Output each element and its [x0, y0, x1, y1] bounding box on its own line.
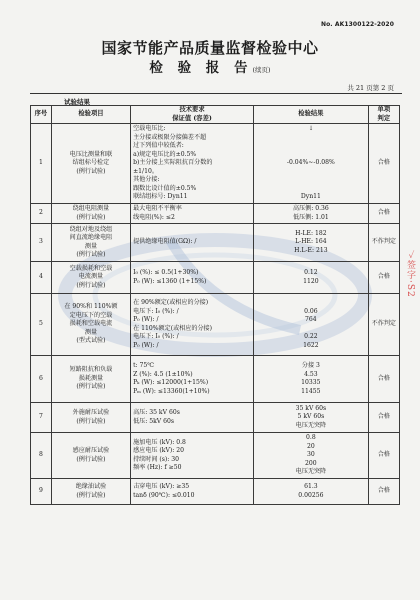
- verdict: 合格: [368, 262, 399, 294]
- item-line: 损耗和空载电流: [69, 320, 113, 328]
- issuing-center-name: 国家节能产品质量监督检验中心: [101, 39, 319, 57]
- test-item: [51, 204, 130, 224]
- req-line: 主分接或极限分接偏差不超: [133, 133, 207, 141]
- test-result: [254, 433, 369, 479]
- req-line: 最大电阻不平衡率: [133, 205, 182, 212]
- req-line: 低压: 5kV 60s: [133, 417, 175, 425]
- result-line: 200: [305, 459, 317, 467]
- req-line: tanδ (90℃): ≤0.010: [133, 491, 195, 499]
- result-line: H.L-E: 213: [294, 246, 328, 254]
- binding-edge: [10, 0, 13, 600]
- requirement: [131, 403, 254, 433]
- result-line: 1120: [303, 277, 319, 285]
- req-line: 感应电压 (kV): 20: [133, 447, 184, 454]
- verdict: 合格: [368, 403, 399, 433]
- result-line: [256, 134, 366, 143]
- test-result: [254, 204, 369, 224]
- result-line: [256, 176, 366, 185]
- requirement: [131, 433, 254, 479]
- header-requirement-line1: 技术要求: [179, 106, 205, 113]
- header-requirement-line2: 保证值 (容差): [172, 114, 212, 122]
- header-item: 检验项目: [51, 106, 130, 124]
- req-line: 频率 (Hz): f ≥50: [133, 464, 182, 471]
- item-line: 间直流绝缘电阻: [69, 234, 113, 241]
- item-line: 电压比测量和联: [69, 150, 113, 158]
- result-line: 0.22: [304, 333, 318, 340]
- item-line: (例行试验): [76, 251, 106, 258]
- item-line: (例行试验): [76, 213, 106, 221]
- result-line: 0.00256: [298, 491, 324, 499]
- test-item: [51, 124, 130, 204]
- item-line: 绕组对地及绕组: [69, 225, 113, 233]
- header-verdict: [368, 106, 399, 124]
- item-line: 绕组电阻测量: [72, 205, 110, 212]
- result-line: 0.06: [304, 307, 318, 315]
- req-line: P₀ (W): /: [133, 316, 159, 323]
- item-line: 测量: [84, 328, 98, 336]
- result-line: 0.8: [306, 434, 316, 442]
- test-result: [254, 224, 369, 262]
- result-line: 764: [305, 316, 317, 323]
- req-line: 击穿电压 (kV): ≥35: [133, 483, 190, 490]
- result-line: L-HE: 164: [295, 238, 327, 246]
- requirement: [131, 479, 254, 505]
- req-line: 在 110%额定(或相应的分接): [133, 324, 213, 332]
- item-line: 电流测量: [78, 273, 104, 281]
- row-number: 9: [31, 479, 52, 505]
- row-number: 6: [31, 356, 52, 403]
- results-table: [30, 105, 400, 505]
- req-line: P₀ (W): ≤1360 (1+15%): [133, 277, 207, 285]
- req-line: 线电阻(%): ≤2: [133, 213, 175, 221]
- result-line: 电压无突降: [295, 468, 327, 476]
- verdict: 合格: [368, 124, 399, 204]
- test-result: [254, 294, 369, 356]
- req-line: Pₖ (W): ≤12000(1+15%): [133, 379, 209, 386]
- result-line: 4.53: [304, 370, 318, 378]
- test-result: [254, 262, 369, 294]
- table-row: [31, 479, 400, 505]
- test-item: [51, 433, 130, 479]
- req-line: 高压: 35 kV 60s: [133, 409, 180, 416]
- report-title-text: 检 验 报 告: [149, 60, 253, 76]
- result-line: [256, 151, 366, 160]
- req-line: 电压下: I₀ (%): /: [133, 333, 179, 340]
- row-number: 1: [31, 124, 52, 204]
- table-row: [31, 294, 400, 356]
- verdict: 合格: [368, 204, 399, 224]
- item-line: 损耗测量: [78, 374, 104, 382]
- result-line: 20: [306, 442, 315, 450]
- row-number: 5: [31, 294, 52, 356]
- test-item: [51, 224, 130, 262]
- result-line: Dyn11: [300, 193, 321, 201]
- table-row: [31, 124, 400, 204]
- requirement: [131, 224, 254, 262]
- test-item: [51, 356, 130, 403]
- item-line: 结组标号检定: [72, 159, 110, 167]
- item-line: 绝缘油试验: [75, 483, 107, 490]
- req-line: ±1/10。: [133, 167, 158, 175]
- test-item: [51, 403, 130, 433]
- item-line: (例行试验): [76, 491, 106, 499]
- row-number: 3: [31, 224, 52, 262]
- item-line: (型式试验): [76, 337, 106, 345]
- item-line: (例行试验): [76, 417, 106, 425]
- report-number: No. AK1300122-2020: [320, 21, 394, 28]
- req-line: Pₘ (W): ≤13360(1+10%): [133, 387, 210, 395]
- header-result: 检验结果: [254, 106, 369, 124]
- table-row: [31, 403, 400, 433]
- row-number: 2: [31, 204, 52, 224]
- section-label: 试验结果: [64, 98, 90, 106]
- header-verdict-line1: 单项: [377, 106, 391, 113]
- verdict: 合格: [368, 356, 399, 403]
- item-line: 短路阻抗和负载: [69, 366, 113, 374]
- req-line: [133, 230, 251, 239]
- result-line: 低压侧: 1.01: [292, 213, 329, 221]
- item-line: 定电压下的空载: [69, 311, 113, 319]
- req-line: 其他分接:: [133, 176, 160, 184]
- result-line: [256, 185, 366, 194]
- result-line: [256, 325, 366, 334]
- result-line: 10335: [301, 379, 321, 386]
- item-line: 测量: [84, 242, 98, 250]
- signature-stamp: ✓签字·S2: [405, 250, 415, 298]
- result-line: [256, 142, 366, 151]
- result-line: [256, 299, 366, 308]
- test-result: [254, 403, 369, 433]
- item-line: (例行试验): [76, 383, 106, 391]
- verdict: 合格: [368, 479, 399, 505]
- item-line: (例行试验): [76, 455, 106, 463]
- req-line: I₀ (%): ≤ 0.5(1+30%): [133, 269, 199, 276]
- header-rule: [30, 93, 402, 94]
- table-row: [31, 356, 400, 403]
- table-row: [31, 433, 400, 479]
- verdict: 合格: [368, 433, 399, 479]
- item-line: 感应耐压试验: [72, 447, 110, 454]
- item-line: (例行试验): [76, 167, 106, 175]
- req-line: 联结组标号: Dyn11: [133, 193, 188, 201]
- test-result: [254, 124, 369, 204]
- item-line: 空载损耗和空载: [69, 264, 113, 272]
- item-line: (例行试验): [76, 281, 106, 289]
- table-row: [31, 224, 400, 262]
- table-row: [31, 262, 400, 294]
- requirement: [131, 124, 254, 204]
- req-line: t: 75℃: [133, 362, 155, 369]
- result-line: 高压侧: 0.36: [292, 205, 329, 212]
- item-line: 外施耐压试验: [72, 409, 110, 416]
- header-no: 序号: [31, 106, 52, 124]
- req-line: 跟数比设计值的±0.5%: [133, 184, 197, 192]
- req-line: P₀ (W): /: [133, 341, 159, 349]
- row-number: 8: [31, 433, 52, 479]
- result-line: 30: [306, 451, 315, 459]
- req-line: 过下列值中较低者:: [133, 142, 184, 150]
- result-line: [256, 168, 366, 177]
- req-line: 电压下: I₀ (%): /: [133, 307, 179, 315]
- table-header-row: [31, 106, 400, 124]
- report-title: [0, 56, 420, 76]
- req-line: 在 90%额定(或相应的分接): [133, 299, 209, 306]
- requirement: [131, 262, 254, 294]
- req-line: [133, 247, 251, 256]
- result-line: H-LE: 182: [295, 229, 327, 237]
- item-line: 在 90%和 110%额: [64, 303, 118, 311]
- requirement: [131, 204, 254, 224]
- result-line: 分接 3: [301, 362, 320, 369]
- table-row: [31, 204, 400, 224]
- result-line: -0.04%~-0.08%: [286, 159, 335, 167]
- test-result: [254, 356, 369, 403]
- verdict: 不作判定: [368, 224, 399, 262]
- test-item: [51, 479, 130, 505]
- req-line: 持续时间 (s): 30: [133, 455, 180, 463]
- result-line: ↓: [308, 125, 314, 133]
- page-count: 共 21 页第 2 页: [347, 84, 394, 92]
- req-line: a)规定电压比的±0.5%: [133, 150, 197, 158]
- req-line: 施加电压 (kV): 0.8: [133, 438, 186, 446]
- result-line: 1622: [303, 341, 319, 349]
- test-item: [51, 262, 130, 294]
- req-line: Z (%): 4.5 (1±10%): [133, 370, 193, 378]
- req-line: 提供绝缘电阻值(GΩ): /: [133, 238, 197, 246]
- result-line: 电压无突降: [295, 421, 327, 429]
- requirement: [131, 356, 254, 403]
- result-line: 0.12: [304, 269, 318, 276]
- row-number: 4: [31, 262, 52, 294]
- header-requirement: [131, 106, 254, 124]
- test-item: [51, 294, 130, 356]
- row-number: 7: [31, 403, 52, 433]
- verdict: 不作判定: [368, 294, 399, 356]
- result-line: 11455: [301, 387, 321, 395]
- req-line: b)主分接上实际阻抗百分数的: [133, 159, 213, 167]
- req-line: 空载电压比:: [133, 125, 166, 133]
- result-line: 5 kV 60s: [297, 413, 325, 421]
- result-line: 35 kV 60s: [295, 404, 327, 412]
- result-line: 61.3: [304, 483, 318, 490]
- header-verdict-line2: 判定: [377, 114, 391, 122]
- test-result: [254, 479, 369, 505]
- continuation-mark: (续页): [252, 66, 271, 74]
- requirement: [131, 294, 254, 356]
